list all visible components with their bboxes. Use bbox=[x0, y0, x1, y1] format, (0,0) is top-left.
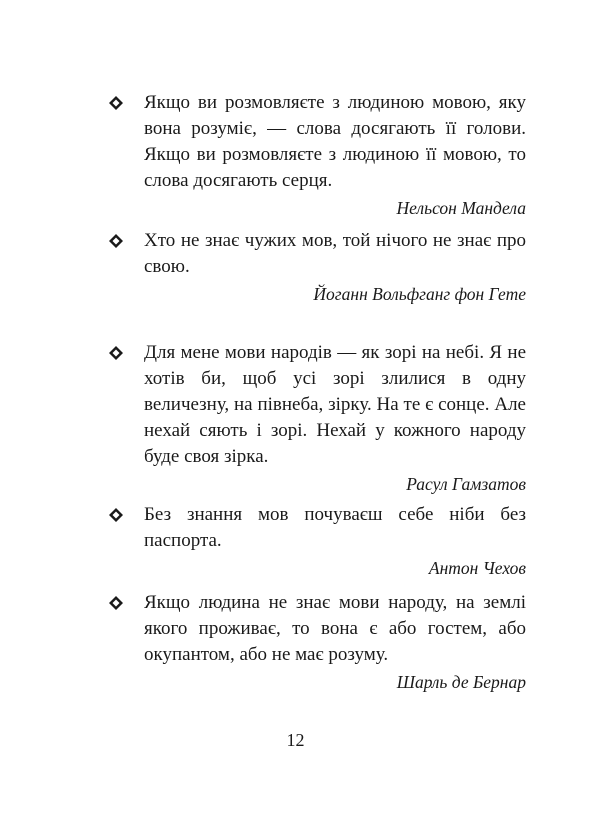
quote-bernard bbox=[108, 590, 526, 694]
quote-text: Без знання мов почуваєш себе ніби без паспорта. bbox=[144, 504, 526, 551]
diamond-bullet-icon bbox=[108, 507, 124, 523]
diamond-bullet-icon bbox=[108, 595, 124, 611]
quote-text: Якщо людина не знає мови народу, на землі якого проживає, то вона є або гостем, або окупантом, або не має розуму. bbox=[144, 592, 526, 665]
quote-text: Для мене мови народів — як зорі на небі. Я не хотів би, щоб усі зорі злилися в одну величезну, на півнеба, зірку. На те є сонце. Але нехай сяють і зорі. Нехай у кожного народу буде своя зірка. bbox=[144, 342, 526, 467]
diamond-bullet-icon bbox=[108, 95, 124, 111]
quote-mandela bbox=[108, 90, 526, 220]
page-number: 12 bbox=[286, 730, 305, 750]
quote-author: Шарль де Бернар bbox=[396, 672, 526, 692]
quote-author: Йоганн Вольфганг фон Гете bbox=[313, 284, 526, 304]
quote-author: Антон Чехов bbox=[428, 558, 526, 578]
quote-author: Нельсон Мандела bbox=[396, 198, 526, 218]
quote-author: Расул Гамзатов bbox=[406, 474, 526, 494]
diamond-bullet-icon bbox=[108, 233, 124, 249]
quote-goethe bbox=[108, 228, 526, 306]
quote-text: Хто не знає чужих мов, той нічого не знає про свою. bbox=[144, 230, 526, 277]
quote-chekhov bbox=[108, 502, 526, 580]
quote-gamzatov bbox=[108, 340, 526, 496]
quote-text: Якщо ви розмовляєте з людиною мовою, яку вона розуміє, — слова досягають її голови. Якщо ви розмовляєте з людиною її мовою, то слова досягають серця. bbox=[144, 92, 526, 191]
diamond-bullet-icon bbox=[108, 345, 124, 361]
